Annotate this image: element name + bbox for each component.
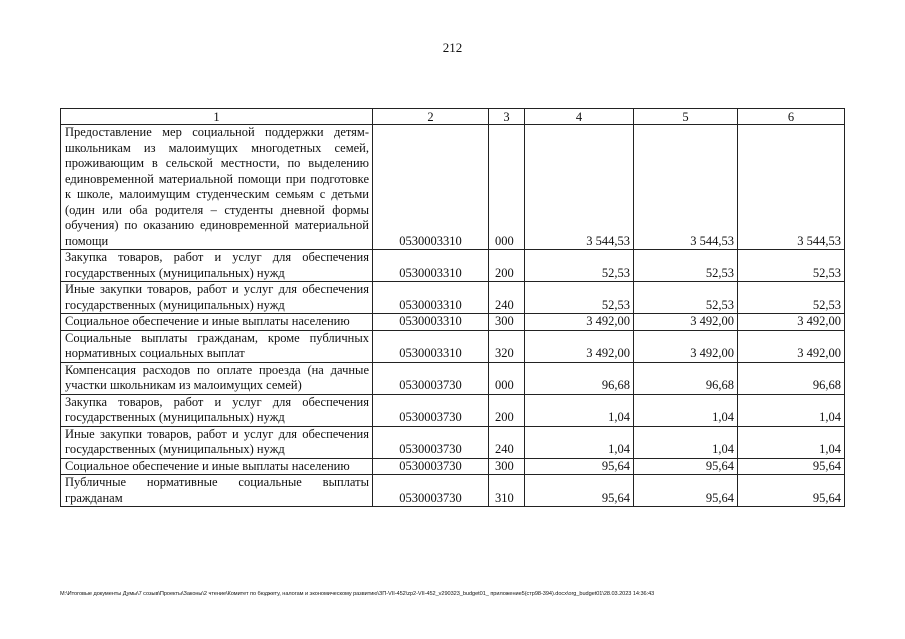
row-value-3-cell: 95,64: [738, 458, 845, 475]
header-cell: 2: [373, 109, 489, 125]
row-code-cell: 0530003310: [373, 125, 489, 250]
table-row: [61, 426, 845, 458]
row-code-cell: 0530003730: [373, 362, 489, 394]
table-row: [61, 394, 845, 426]
table-row: [61, 282, 845, 314]
row-code-cell: 0530003310: [373, 250, 489, 282]
row-expense-type-cell: 300: [489, 314, 525, 331]
header-cell: 4: [525, 109, 634, 125]
row-expense-type-cell: 240: [489, 282, 525, 314]
table-row: [61, 362, 845, 394]
row-value-2-cell: 3 544,53: [634, 125, 738, 250]
table-row: [61, 330, 845, 362]
row-expense-type-cell: 240: [489, 426, 525, 458]
header-cell: 5: [634, 109, 738, 125]
table-row: [61, 125, 845, 250]
row-value-1-cell: 1,04: [525, 426, 634, 458]
row-value-3-cell: 3 492,00: [738, 330, 845, 362]
row-value-2-cell: 1,04: [634, 426, 738, 458]
row-value-1-cell: 96,68: [525, 362, 634, 394]
row-expense-type-cell: 300: [489, 458, 525, 475]
table-row: [61, 458, 845, 475]
row-value-3-cell: 95,64: [738, 475, 845, 507]
row-value-2-cell: 3 492,00: [634, 330, 738, 362]
row-value-1-cell: 52,53: [525, 250, 634, 282]
row-value-3-cell: 96,68: [738, 362, 845, 394]
row-expense-type-cell: 200: [489, 250, 525, 282]
row-value-1-cell: 3 492,00: [525, 314, 634, 331]
row-code-cell: 0530003730: [373, 394, 489, 426]
row-name-cell: Закупка товаров, работ и услуг для обеспечения государственных (муниципальных) нужд: [61, 250, 373, 282]
row-value-2-cell: 3 492,00: [634, 314, 738, 331]
row-code-cell: 0530003730: [373, 458, 489, 475]
row-name-cell: Компенсация расходов по оплате проезда (на дачные участки школьникам из малоимущих семей): [61, 362, 373, 394]
row-code-cell: 0530003310: [373, 282, 489, 314]
row-value-2-cell: 95,64: [634, 475, 738, 507]
table-header-row: [61, 109, 845, 125]
row-expense-type-cell: 310: [489, 475, 525, 507]
row-value-1-cell: 52,53: [525, 282, 634, 314]
row-name-cell: Социальное обеспечение и иные выплаты населению: [61, 458, 373, 475]
row-value-3-cell: 1,04: [738, 394, 845, 426]
table-row: [61, 250, 845, 282]
row-value-2-cell: 96,68: [634, 362, 738, 394]
row-value-1-cell: 3 492,00: [525, 330, 634, 362]
row-value-1-cell: 95,64: [525, 475, 634, 507]
file-path-footer: М:\Итоговые документы Думы\7 созыв\Проекты\Законы\2 чтение\Комитет по бюджету, налогам и экономическому развитию\ЗП-VII-452\zp2-VII-452_v290323_budget01_ приложение5(стр98-394).docx\org_budget01\28.03.2023 14:36:43: [60, 591, 655, 597]
table-row: [61, 475, 845, 507]
row-value-1-cell: 95,64: [525, 458, 634, 475]
row-value-3-cell: 52,53: [738, 250, 845, 282]
budget-table: [60, 108, 845, 507]
row-code-cell: 0530003730: [373, 426, 489, 458]
row-name-cell: Иные закупки товаров, работ и услуг для обеспечения государственных (муниципальных) нужд: [61, 282, 373, 314]
page-number: 212: [442, 40, 463, 55]
row-name-cell: Предоставление мер социальной поддержки детям-школьникам из малоимущих многодетных семей, проживающим в сельской местности, по выделению единовременной материальной помощи при подготовке к школе, малоимущим студенческим семьям с детьми (один или оба родителя – студенты дневной формы обучения) по оказанию единовременной материальной помощи: [61, 125, 373, 250]
row-value-1-cell: 1,04: [525, 394, 634, 426]
row-name-cell: Публичные нормативные социальные выплаты гражданам: [61, 475, 373, 507]
row-value-2-cell: 95,64: [634, 458, 738, 475]
header-cell: 1: [61, 109, 373, 125]
row-value-3-cell: 3 492,00: [738, 314, 845, 331]
row-expense-type-cell: 200: [489, 394, 525, 426]
header-cell: 6: [738, 109, 845, 125]
row-value-3-cell: 52,53: [738, 282, 845, 314]
header-cell: 3: [489, 109, 525, 125]
row-value-2-cell: 52,53: [634, 250, 738, 282]
row-value-2-cell: 1,04: [634, 394, 738, 426]
row-code-cell: 0530003730: [373, 475, 489, 507]
table-row: [61, 314, 845, 331]
row-name-cell: Закупка товаров, работ и услуг для обеспечения государственных (муниципальных) нужд: [61, 394, 373, 426]
row-value-2-cell: 52,53: [634, 282, 738, 314]
row-code-cell: 0530003310: [373, 330, 489, 362]
row-expense-type-cell: 320: [489, 330, 525, 362]
row-expense-type-cell: 000: [489, 125, 525, 250]
row-value-1-cell: 3 544,53: [525, 125, 634, 250]
row-value-3-cell: 3 544,53: [738, 125, 845, 250]
row-name-cell: Социальное обеспечение и иные выплаты населению: [61, 314, 373, 331]
row-name-cell: Социальные выплаты гражданам, кроме публичных нормативных социальных выплат: [61, 330, 373, 362]
row-code-cell: 0530003310: [373, 314, 489, 331]
row-expense-type-cell: 000: [489, 362, 525, 394]
row-value-3-cell: 1,04: [738, 426, 845, 458]
row-name-cell: Иные закупки товаров, работ и услуг для обеспечения государственных (муниципальных) нужд: [61, 426, 373, 458]
